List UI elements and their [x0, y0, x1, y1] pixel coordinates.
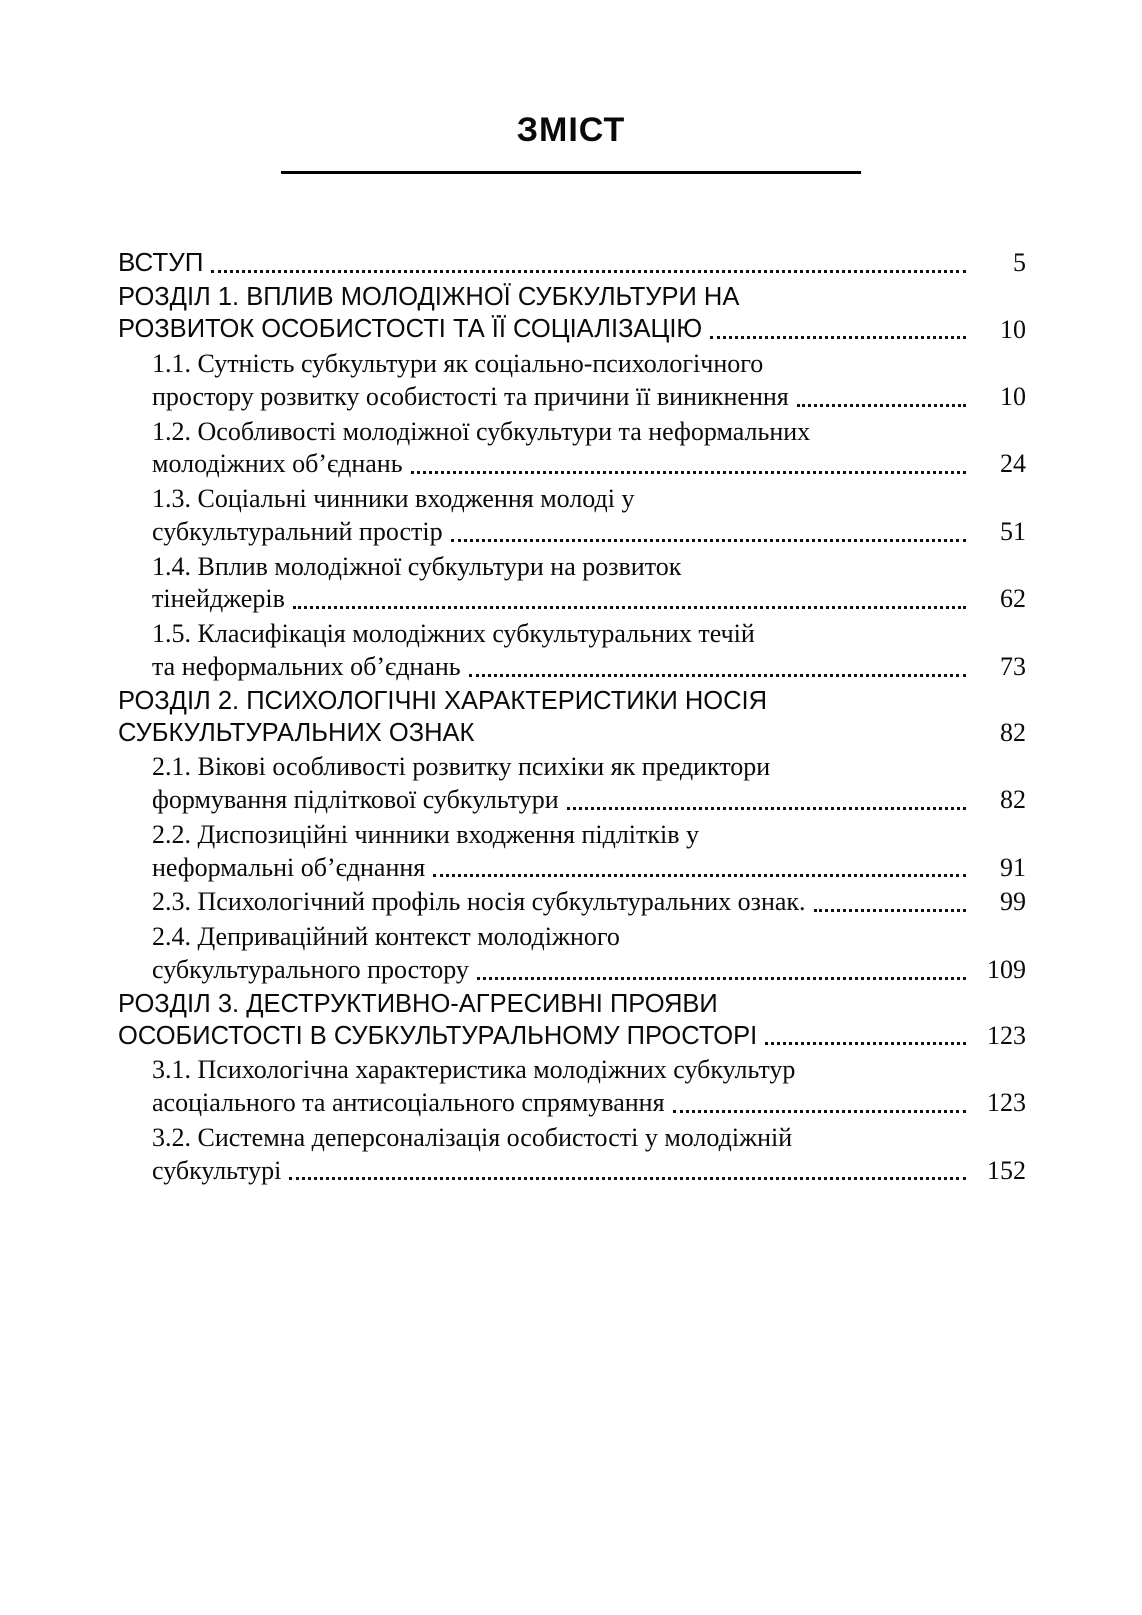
leader-dots [289, 1177, 966, 1180]
leader-dots [211, 270, 966, 273]
toc-entry-title-line: субкультурі [152, 1155, 282, 1185]
toc-page-number: 51 [1000, 516, 1026, 546]
leader-dots [765, 1042, 966, 1045]
toc-entry-last-line-row [152, 448, 1026, 481]
toc-entry-last-line-row [152, 852, 1026, 885]
toc-entry-title-line: РОЗВИТОК ОСОБИСТОСТІ ТА ЇЇ СОЦІАЛІЗАЦІЮ [118, 315, 703, 344]
toc-entry-title-line: 1.1. Сутність субкультури як соціально-психологічного [152, 349, 764, 379]
toc-entry[interactable] [118, 1054, 1026, 1120]
toc-page-number: 24 [1000, 449, 1026, 479]
toc-entry-title-line: 2.4. Деприваційний контекст молодіжного [152, 922, 620, 952]
toc-entry[interactable] [118, 819, 1026, 885]
toc-entry-title-line: 3.2. Системна деперсоналізація особистості у молодіжній [152, 1122, 793, 1152]
leader-dots [469, 674, 966, 677]
toc-entry-title-line: субкультуральний простір [152, 516, 443, 546]
toc-page-number: 73 [1000, 651, 1026, 681]
toc-entry-last-line-row [152, 381, 1026, 414]
toc-entry-title-line: тінейджерів [152, 584, 285, 614]
leader-dots [797, 404, 966, 407]
toc-entry-title-line: молодіжних об’єднань [152, 449, 403, 479]
toc-entry-title-line: РОЗДІЛ 2. ПСИХОЛОГІЧНІ ХАРАКТЕРИСТИКИ НОСІЯ [118, 686, 768, 715]
page-title: ЗМІСТ [516, 111, 626, 149]
toc-page-number: 91 [1000, 852, 1026, 882]
toc-page-number: 109 [987, 954, 1026, 984]
toc-entry-title-line: 2.3. Психологічний профіль носія субкультуральних ознак. [152, 887, 806, 917]
toc-entry-title-line: ОСОБИСТОСТІ В СУБКУЛЬТУРАЛЬНОМУ ПРОСТОРІ [118, 1021, 758, 1050]
toc-entry[interactable] [118, 989, 1026, 1053]
toc-entry-last-line-row [152, 784, 1026, 817]
toc-entry-title-line: 1.4. Вплив молодіжної субкультури на розвиток [152, 551, 682, 581]
toc-entry-title-line: 2.1. Вікові особливості розвитку психіки як предиктори [152, 752, 771, 782]
toc-entry[interactable] [118, 1122, 1026, 1188]
leader-dots [433, 874, 966, 877]
toc-entry-title-line: СУБКУЛЬТУРАЛЬНИХ ОЗНАК [118, 718, 475, 747]
title-divider [281, 171, 861, 174]
toc-entry-body [152, 416, 1026, 482]
leader-dots [567, 807, 966, 810]
toc-entry[interactable] [118, 551, 1026, 617]
toc-entry-last-line-row [152, 1087, 1026, 1120]
toc-entry-last-line-row [152, 1155, 1026, 1188]
leader-dots [814, 909, 966, 912]
toc-entry-title-line: 1.5. Класифікація молодіжних субкультуральних течій [152, 619, 755, 649]
toc-entry-last-line-row [152, 516, 1026, 549]
page-title-block [0, 0, 1142, 174]
toc-entry-title-line: ВСТУП [118, 247, 204, 278]
toc-entry-last-line-row [152, 954, 1026, 987]
leader-dots [710, 336, 966, 339]
toc-entry-title-line: простору розвитку особистості та причини її виникнення [152, 381, 789, 411]
toc-entry[interactable] [118, 751, 1026, 817]
leader-dots [411, 471, 966, 474]
toc-entry-last-line-row [118, 246, 1026, 280]
toc-entry-title-line: субкультурального простору [152, 954, 469, 984]
leader-dots [293, 606, 966, 609]
toc-entry-last-line-row [152, 651, 1026, 684]
toc-entry-body [118, 686, 1026, 750]
leader-dots [477, 977, 966, 980]
toc-entry-last-line-row [152, 886, 1026, 919]
toc-entry[interactable] [118, 348, 1026, 414]
toc-entry[interactable] [118, 686, 1026, 750]
toc-entry-body [118, 989, 1026, 1053]
toc-entry-title-line: асоціального та антисоціального спрямування [152, 1088, 665, 1118]
toc-entry[interactable] [118, 416, 1026, 482]
toc-page-number: 10 [1000, 314, 1026, 344]
toc-entry-body [152, 921, 1026, 987]
toc-entry-body [118, 282, 1026, 346]
toc-page-number: 82 [1000, 785, 1026, 815]
toc-entry-last-line-row [118, 1020, 1026, 1052]
leader-dots [673, 1110, 966, 1113]
toc-entry[interactable] [118, 246, 1026, 280]
toc-page-number: 123 [987, 1088, 1026, 1118]
toc-entry-body [152, 1122, 1026, 1188]
toc-entry[interactable] [118, 483, 1026, 549]
toc-entry-last-line-row [118, 717, 1026, 749]
toc-entry-body [152, 886, 1026, 919]
toc-entry[interactable] [118, 921, 1026, 987]
table-of-contents [0, 246, 1142, 1187]
toc-page-number: 82 [1000, 718, 1026, 748]
toc-entry-title-line: 1.2. Особливості молодіжної субкультури та неформальних [152, 416, 811, 446]
toc-entry-body [152, 483, 1026, 549]
toc-entry-title-line: РОЗДІЛ 3. ДЕСТРУКТИВНО-АГРЕСИВНІ ПРОЯВИ [118, 989, 718, 1018]
toc-entry-body [118, 246, 1026, 280]
toc-page-number: 5 [1013, 248, 1026, 278]
toc-entry-title-line: 2.2. Диспозиційні чинники входження підлітків у [152, 819, 700, 849]
toc-entry-body [152, 551, 1026, 617]
toc-entry-last-line-row [152, 583, 1026, 616]
toc-page-number: 62 [1000, 584, 1026, 614]
toc-page-number: 123 [987, 1021, 1026, 1051]
toc-entry[interactable] [118, 886, 1026, 919]
toc-entry-body [152, 1054, 1026, 1120]
toc-page-number: 152 [987, 1155, 1026, 1185]
toc-entry-body [152, 348, 1026, 414]
toc-entry[interactable] [118, 618, 1026, 684]
toc-entry-title-line: неформальні об’єднання [152, 852, 426, 882]
toc-entry-title-line: 1.3. Соціальні чинники входження молоді у [152, 484, 635, 514]
toc-entry-body [152, 819, 1026, 885]
leader-dots [451, 539, 966, 542]
toc-page-number: 10 [1000, 381, 1026, 411]
toc-entry-title-line: РОЗДІЛ 1. ВПЛИВ МОЛОДІЖНОЇ СУБКУЛЬТУРИ НА [118, 283, 740, 312]
toc-entry-last-line-row [118, 314, 1026, 346]
toc-entry-title-line: 3.1. Психологічна характеристика молодіжних субкультур [152, 1055, 796, 1085]
toc-page-number: 99 [1000, 887, 1026, 917]
toc-entry-body [152, 618, 1026, 684]
toc-entry-title-line: та неформальних об’єднань [152, 651, 461, 681]
toc-entry-body [152, 751, 1026, 817]
toc-entry-title-line: формування підліткової субкультури [152, 785, 559, 815]
toc-entry[interactable] [118, 282, 1026, 346]
